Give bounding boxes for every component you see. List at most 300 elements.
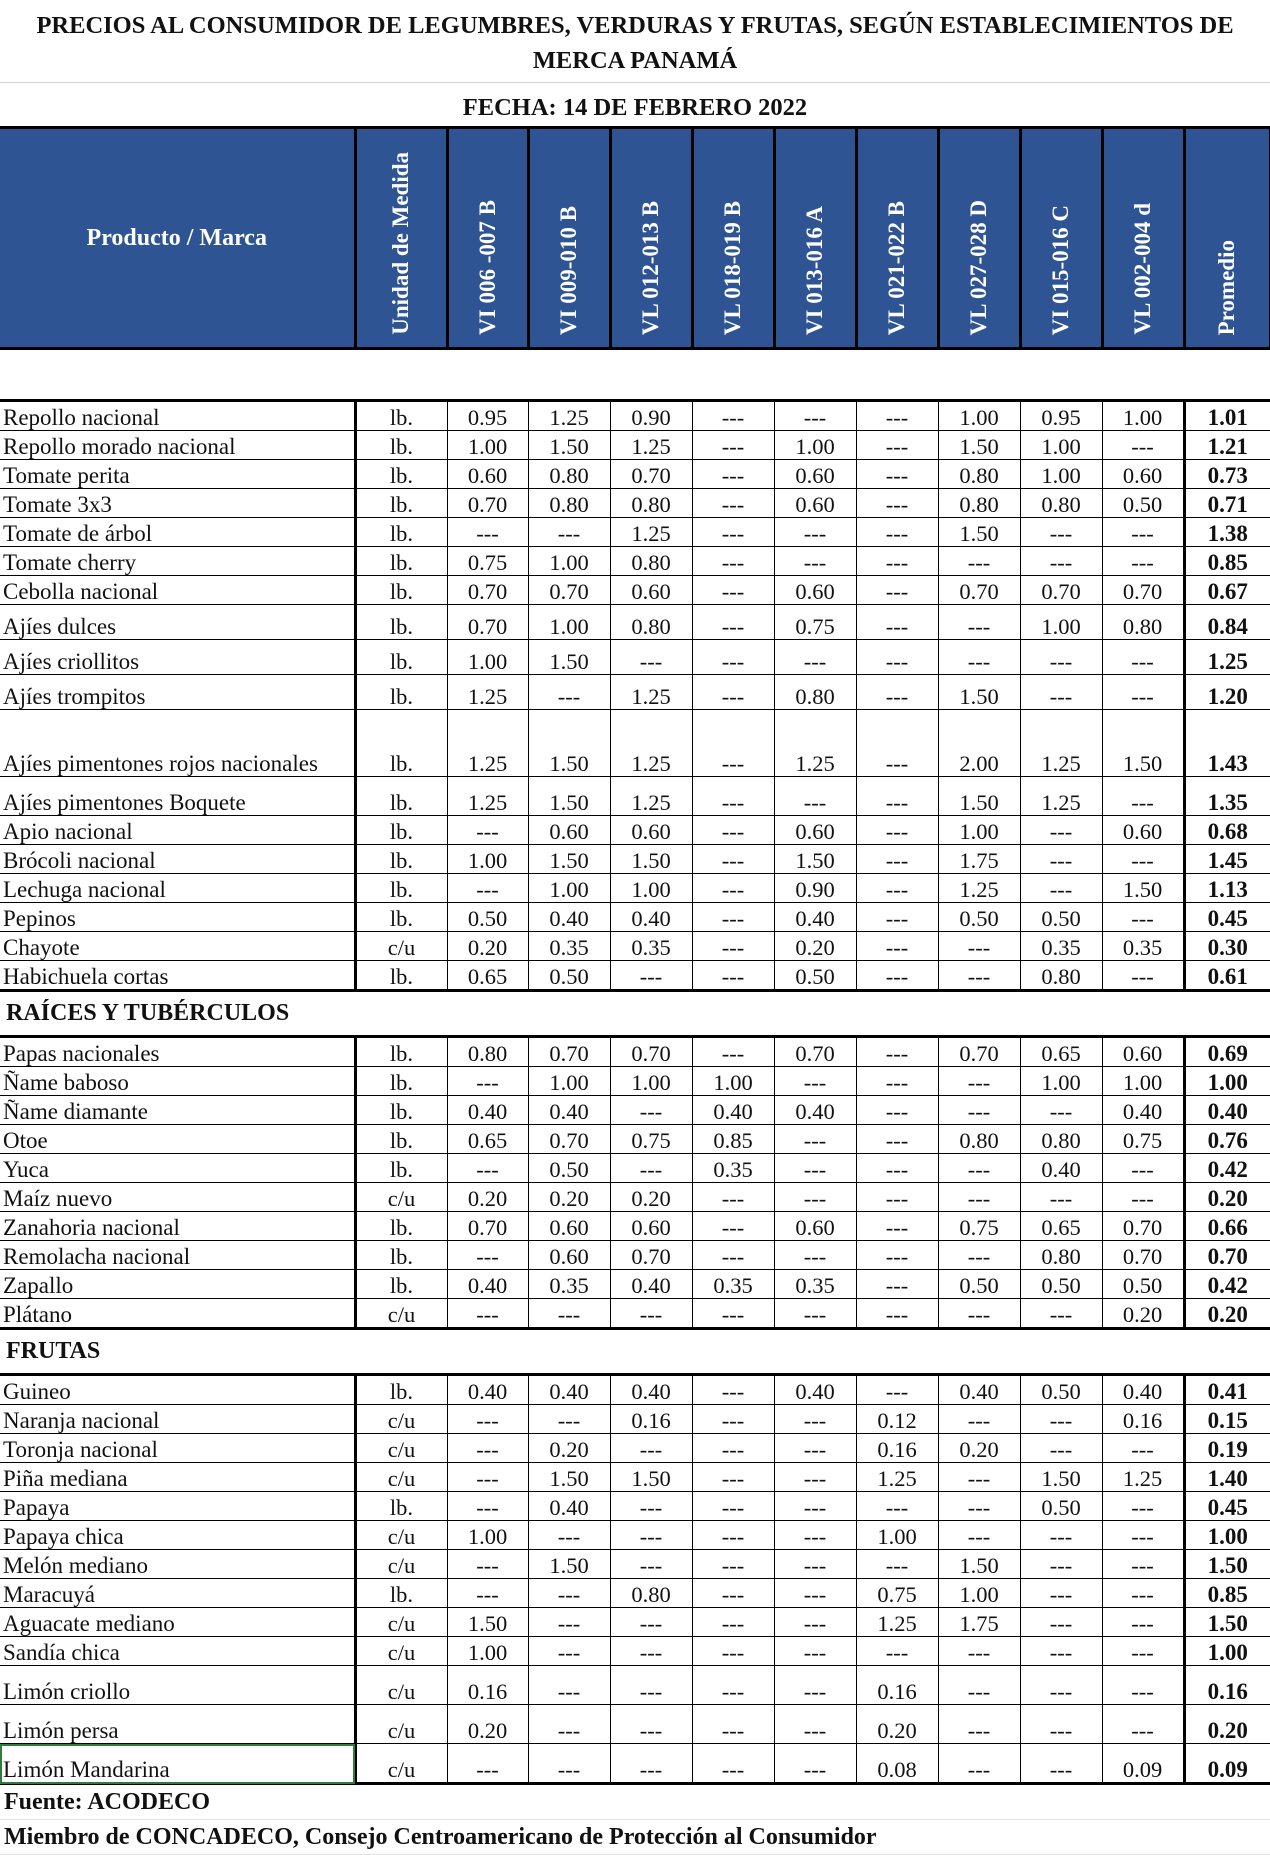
price-cell[interactable]: --- xyxy=(692,460,774,489)
average-cell[interactable]: 0.76 xyxy=(1184,1125,1270,1154)
price-cell[interactable]: --- xyxy=(692,874,774,903)
price-cell[interactable]: --- xyxy=(1102,903,1184,932)
unit-cell[interactable]: lb. xyxy=(355,640,447,675)
price-cell[interactable]: --- xyxy=(692,1666,774,1705)
price-cell[interactable]: 0.50 xyxy=(938,903,1020,932)
average-cell[interactable]: 0.20 xyxy=(1184,1299,1270,1329)
price-cell[interactable]: 0.70 xyxy=(938,576,1020,605)
price-cell[interactable]: --- xyxy=(856,777,938,816)
price-cell[interactable]: --- xyxy=(938,605,1020,640)
average-cell[interactable]: 0.19 xyxy=(1184,1434,1270,1463)
price-cell[interactable]: 1.25 xyxy=(856,1463,938,1492)
average-cell[interactable]: 1.20 xyxy=(1184,675,1270,710)
unit-cell[interactable]: lb. xyxy=(355,1154,447,1183)
price-cell[interactable]: 0.35 xyxy=(774,1270,856,1299)
price-cell[interactable]: --- xyxy=(1102,640,1184,675)
unit-cell[interactable]: lb. xyxy=(355,460,447,489)
product-name-cell[interactable]: Tomate de árbol xyxy=(0,518,355,547)
price-cell[interactable]: --- xyxy=(1102,1705,1184,1744)
average-cell[interactable]: 0.84 xyxy=(1184,605,1270,640)
price-cell[interactable]: --- xyxy=(692,518,774,547)
unit-cell[interactable]: lb. xyxy=(355,777,447,816)
price-cell[interactable]: --- xyxy=(692,816,774,845)
price-cell[interactable]: 1.00 xyxy=(447,431,528,460)
unit-cell[interactable]: lb. xyxy=(355,1212,447,1241)
price-cell[interactable]: 0.40 xyxy=(774,1375,856,1405)
average-cell[interactable]: 0.45 xyxy=(1184,903,1270,932)
price-cell[interactable]: 0.70 xyxy=(1102,1212,1184,1241)
price-cell[interactable]: --- xyxy=(1102,547,1184,576)
price-cell[interactable]: --- xyxy=(1102,845,1184,874)
price-cell[interactable]: 0.80 xyxy=(938,1125,1020,1154)
price-cell[interactable]: --- xyxy=(938,1666,1020,1705)
price-cell[interactable]: --- xyxy=(610,1608,692,1637)
price-cell[interactable]: 0.90 xyxy=(774,874,856,903)
price-cell[interactable]: --- xyxy=(1020,1299,1102,1329)
average-cell[interactable]: 0.61 xyxy=(1184,961,1270,991)
price-cell[interactable]: 0.80 xyxy=(610,1579,692,1608)
price-cell[interactable]: --- xyxy=(1102,1492,1184,1521)
unit-cell[interactable]: lb. xyxy=(355,431,447,460)
unit-cell[interactable]: lb. xyxy=(355,518,447,547)
price-cell[interactable]: --- xyxy=(856,1096,938,1125)
price-cell[interactable]: 0.08 xyxy=(856,1744,938,1784)
price-cell[interactable]: --- xyxy=(447,1405,528,1434)
price-cell[interactable]: --- xyxy=(856,547,938,576)
price-cell[interactable]: 1.25 xyxy=(774,710,856,777)
price-cell[interactable]: --- xyxy=(938,1405,1020,1434)
price-cell[interactable]: --- xyxy=(856,605,938,640)
price-cell[interactable]: --- xyxy=(528,1637,610,1666)
price-cell[interactable]: --- xyxy=(528,1405,610,1434)
price-cell[interactable]: 0.80 xyxy=(610,547,692,576)
average-cell[interactable]: 1.50 xyxy=(1184,1608,1270,1637)
price-cell[interactable]: --- xyxy=(1020,874,1102,903)
price-cell[interactable]: --- xyxy=(1020,1405,1102,1434)
price-cell[interactable]: --- xyxy=(938,1705,1020,1744)
price-cell[interactable]: 0.40 xyxy=(1020,1154,1102,1183)
price-cell[interactable]: 0.40 xyxy=(610,1270,692,1299)
price-cell[interactable]: 1.50 xyxy=(1020,1463,1102,1492)
price-cell[interactable]: --- xyxy=(856,1037,938,1067)
price-cell[interactable]: 1.75 xyxy=(938,845,1020,874)
product-name-cell[interactable]: Plátano xyxy=(0,1299,355,1329)
price-cell[interactable]: 0.50 xyxy=(1020,1492,1102,1521)
unit-cell[interactable]: c/u xyxy=(355,1637,447,1666)
price-cell[interactable]: --- xyxy=(610,1744,692,1784)
price-cell[interactable]: --- xyxy=(1020,1744,1102,1784)
price-cell[interactable]: 0.60 xyxy=(1102,1037,1184,1067)
average-cell[interactable]: 1.21 xyxy=(1184,431,1270,460)
unit-cell[interactable]: lb. xyxy=(355,1492,447,1521)
price-cell[interactable]: 0.75 xyxy=(938,1212,1020,1241)
price-cell[interactable]: --- xyxy=(774,777,856,816)
unit-cell[interactable]: c/u xyxy=(355,932,447,961)
unit-cell[interactable]: c/u xyxy=(355,1463,447,1492)
price-cell[interactable]: --- xyxy=(610,1550,692,1579)
price-cell[interactable]: 0.70 xyxy=(528,1125,610,1154)
average-cell[interactable]: 1.00 xyxy=(1184,1067,1270,1096)
price-cell[interactable]: 1.50 xyxy=(528,431,610,460)
price-cell[interactable]: --- xyxy=(938,1492,1020,1521)
price-cell[interactable]: 2.00 xyxy=(938,710,1020,777)
price-cell[interactable]: --- xyxy=(528,518,610,547)
price-cell[interactable]: 0.20 xyxy=(528,1434,610,1463)
average-cell[interactable]: 0.69 xyxy=(1184,1037,1270,1067)
price-cell[interactable]: 0.40 xyxy=(1102,1375,1184,1405)
price-cell[interactable]: --- xyxy=(774,640,856,675)
unit-cell[interactable]: lb. xyxy=(355,576,447,605)
unit-cell[interactable]: lb. xyxy=(355,710,447,777)
price-cell[interactable]: --- xyxy=(774,1744,856,1784)
price-cell[interactable]: 1.50 xyxy=(1102,710,1184,777)
price-cell[interactable]: --- xyxy=(692,401,774,431)
average-cell[interactable]: 1.13 xyxy=(1184,874,1270,903)
price-cell[interactable]: --- xyxy=(938,1241,1020,1270)
price-cell[interactable]: 1.00 xyxy=(1102,401,1184,431)
price-cell[interactable]: 0.40 xyxy=(447,1096,528,1125)
price-cell[interactable]: --- xyxy=(447,1550,528,1579)
price-cell[interactable]: 1.25 xyxy=(1020,710,1102,777)
price-cell[interactable]: 1.25 xyxy=(938,874,1020,903)
average-cell[interactable]: 1.45 xyxy=(1184,845,1270,874)
average-cell[interactable]: 1.50 xyxy=(1184,1550,1270,1579)
average-cell[interactable]: 1.35 xyxy=(1184,777,1270,816)
price-cell[interactable]: 0.80 xyxy=(938,460,1020,489)
price-cell[interactable]: --- xyxy=(692,431,774,460)
average-cell[interactable]: 0.41 xyxy=(1184,1375,1270,1405)
average-cell[interactable]: 0.20 xyxy=(1184,1705,1270,1744)
unit-cell[interactable]: lb. xyxy=(355,1096,447,1125)
price-cell[interactable]: 0.50 xyxy=(1102,1270,1184,1299)
price-cell[interactable]: --- xyxy=(1102,518,1184,547)
price-cell[interactable]: 0.70 xyxy=(447,576,528,605)
price-cell[interactable]: --- xyxy=(856,1375,938,1405)
price-cell[interactable]: 1.50 xyxy=(938,518,1020,547)
price-cell[interactable]: 0.20 xyxy=(447,1705,528,1744)
price-cell[interactable]: 1.25 xyxy=(447,710,528,777)
price-cell[interactable]: 0.60 xyxy=(774,576,856,605)
price-cell[interactable]: --- xyxy=(1020,547,1102,576)
price-cell[interactable]: --- xyxy=(692,1550,774,1579)
price-cell[interactable]: 0.50 xyxy=(938,1270,1020,1299)
average-cell[interactable]: 0.30 xyxy=(1184,932,1270,961)
price-cell[interactable]: 1.50 xyxy=(938,431,1020,460)
price-cell[interactable]: 0.40 xyxy=(610,903,692,932)
price-cell[interactable]: --- xyxy=(692,903,774,932)
price-cell[interactable]: --- xyxy=(692,1375,774,1405)
product-name-cell[interactable]: Limón persa xyxy=(0,1705,355,1744)
price-cell[interactable]: --- xyxy=(774,1579,856,1608)
price-cell[interactable]: --- xyxy=(856,816,938,845)
price-cell[interactable]: 0.40 xyxy=(528,1492,610,1521)
price-cell[interactable]: 0.90 xyxy=(610,401,692,431)
price-cell[interactable]: --- xyxy=(692,547,774,576)
price-cell[interactable]: 0.50 xyxy=(1020,903,1102,932)
price-cell[interactable]: 0.70 xyxy=(528,1037,610,1067)
price-cell[interactable]: 0.75 xyxy=(856,1579,938,1608)
price-cell[interactable]: 1.00 xyxy=(1020,460,1102,489)
price-cell[interactable]: 0.12 xyxy=(856,1405,938,1434)
price-cell[interactable]: --- xyxy=(856,576,938,605)
price-cell[interactable]: --- xyxy=(938,547,1020,576)
price-cell[interactable]: --- xyxy=(938,1521,1020,1550)
product-name-cell[interactable]: Sandía chica xyxy=(0,1637,355,1666)
price-cell[interactable]: --- xyxy=(774,1434,856,1463)
price-cell[interactable]: 1.25 xyxy=(610,710,692,777)
price-cell[interactable]: --- xyxy=(610,1666,692,1705)
price-cell[interactable]: 1.25 xyxy=(447,675,528,710)
price-cell[interactable]: 1.00 xyxy=(1020,1067,1102,1096)
price-cell[interactable]: 0.40 xyxy=(528,1096,610,1125)
price-cell[interactable]: --- xyxy=(692,1434,774,1463)
price-cell[interactable]: --- xyxy=(692,961,774,991)
price-cell[interactable]: 0.50 xyxy=(774,961,856,991)
price-cell[interactable]: 0.50 xyxy=(1020,1270,1102,1299)
price-cell[interactable]: --- xyxy=(610,1299,692,1329)
price-cell[interactable]: 1.00 xyxy=(447,1637,528,1666)
price-cell[interactable]: --- xyxy=(447,1744,528,1784)
price-cell[interactable]: --- xyxy=(856,460,938,489)
price-cell[interactable]: --- xyxy=(692,1492,774,1521)
price-cell[interactable]: --- xyxy=(856,1212,938,1241)
price-cell[interactable]: --- xyxy=(692,1212,774,1241)
price-cell[interactable]: 0.20 xyxy=(610,1183,692,1212)
price-cell[interactable]: 1.50 xyxy=(938,1550,1020,1579)
average-cell[interactable]: 0.20 xyxy=(1184,1183,1270,1212)
unit-cell[interactable]: lb. xyxy=(355,1579,447,1608)
price-cell[interactable]: 0.70 xyxy=(1102,576,1184,605)
price-cell[interactable]: 0.50 xyxy=(528,961,610,991)
average-cell[interactable]: 0.42 xyxy=(1184,1270,1270,1299)
price-cell[interactable]: --- xyxy=(856,903,938,932)
price-cell[interactable]: --- xyxy=(528,1666,610,1705)
unit-cell[interactable]: lb. xyxy=(355,845,447,874)
price-cell[interactable]: --- xyxy=(856,1154,938,1183)
price-cell[interactable]: 0.70 xyxy=(610,1037,692,1067)
price-cell[interactable]: --- xyxy=(528,1608,610,1637)
price-cell[interactable]: 0.80 xyxy=(1020,1125,1102,1154)
price-cell[interactable]: 0.40 xyxy=(938,1375,1020,1405)
price-cell[interactable]: 0.80 xyxy=(1020,961,1102,991)
average-cell[interactable]: 0.66 xyxy=(1184,1212,1270,1241)
price-cell[interactable]: --- xyxy=(938,1154,1020,1183)
product-name-cell[interactable]: Papas nacionales xyxy=(0,1037,355,1067)
product-name-cell[interactable]: Tomate cherry xyxy=(0,547,355,576)
price-cell[interactable]: --- xyxy=(774,1608,856,1637)
price-cell[interactable]: 0.60 xyxy=(774,1212,856,1241)
price-cell[interactable]: --- xyxy=(1020,675,1102,710)
average-cell[interactable]: 1.25 xyxy=(1184,640,1270,675)
price-cell[interactable]: 1.50 xyxy=(528,640,610,675)
price-cell[interactable]: --- xyxy=(447,874,528,903)
price-cell[interactable]: --- xyxy=(1102,431,1184,460)
price-cell[interactable]: 0.60 xyxy=(610,816,692,845)
price-cell[interactable]: 0.20 xyxy=(447,1183,528,1212)
price-cell[interactable]: --- xyxy=(610,961,692,991)
product-name-cell[interactable]: Melón mediano xyxy=(0,1550,355,1579)
price-cell[interactable]: 0.60 xyxy=(528,1241,610,1270)
price-cell[interactable]: --- xyxy=(610,1096,692,1125)
price-cell[interactable]: 0.50 xyxy=(1020,1375,1102,1405)
price-cell[interactable]: --- xyxy=(447,1299,528,1329)
price-cell[interactable]: --- xyxy=(692,932,774,961)
price-cell[interactable]: 1.25 xyxy=(610,518,692,547)
product-name-cell[interactable]: Lechuga nacional xyxy=(0,874,355,903)
price-cell[interactable]: --- xyxy=(692,675,774,710)
product-name-cell[interactable]: Ajíes pimentones rojos nacionales xyxy=(0,710,355,777)
price-cell[interactable]: --- xyxy=(447,816,528,845)
price-cell[interactable]: 1.25 xyxy=(1020,777,1102,816)
price-cell[interactable]: 1.00 xyxy=(528,874,610,903)
price-cell[interactable]: --- xyxy=(692,1405,774,1434)
price-cell[interactable]: --- xyxy=(774,1299,856,1329)
unit-cell[interactable]: c/u xyxy=(355,1666,447,1705)
price-cell[interactable]: --- xyxy=(774,1067,856,1096)
price-cell[interactable]: 1.50 xyxy=(528,1550,610,1579)
price-cell[interactable]: --- xyxy=(447,1492,528,1521)
price-cell[interactable]: 1.00 xyxy=(610,1067,692,1096)
unit-cell[interactable]: c/u xyxy=(355,1405,447,1434)
average-cell[interactable]: 1.40 xyxy=(1184,1463,1270,1492)
price-cell[interactable]: 0.75 xyxy=(774,605,856,640)
price-cell[interactable]: 0.16 xyxy=(447,1666,528,1705)
price-cell[interactable]: 0.16 xyxy=(1102,1405,1184,1434)
unit-cell[interactable]: lb. xyxy=(355,1037,447,1067)
price-cell[interactable]: 1.00 xyxy=(1020,605,1102,640)
price-cell[interactable]: --- xyxy=(692,1521,774,1550)
price-cell[interactable]: --- xyxy=(692,605,774,640)
price-cell[interactable]: --- xyxy=(1020,1521,1102,1550)
product-name-cell[interactable]: Ajíes dulces xyxy=(0,605,355,640)
price-cell[interactable]: 0.65 xyxy=(1020,1212,1102,1241)
price-cell[interactable]: 0.09 xyxy=(1102,1744,1184,1784)
price-cell[interactable]: 1.00 xyxy=(938,1579,1020,1608)
unit-cell[interactable]: lb. xyxy=(355,903,447,932)
price-cell[interactable]: 0.60 xyxy=(610,576,692,605)
price-cell[interactable]: 1.50 xyxy=(774,845,856,874)
price-cell[interactable]: --- xyxy=(856,1067,938,1096)
price-cell[interactable]: --- xyxy=(774,401,856,431)
price-cell[interactable]: 0.60 xyxy=(774,489,856,518)
average-cell[interactable]: 0.15 xyxy=(1184,1405,1270,1434)
price-cell[interactable]: --- xyxy=(856,640,938,675)
price-cell[interactable]: --- xyxy=(938,1637,1020,1666)
price-cell[interactable]: --- xyxy=(1102,1666,1184,1705)
product-name-cell[interactable]: Ajíes pimentones Boquete xyxy=(0,777,355,816)
price-cell[interactable]: 0.40 xyxy=(528,903,610,932)
price-cell[interactable]: 1.00 xyxy=(774,431,856,460)
price-cell[interactable]: --- xyxy=(774,1154,856,1183)
product-name-cell[interactable]: Maíz nuevo xyxy=(0,1183,355,1212)
price-cell[interactable]: 0.35 xyxy=(692,1270,774,1299)
price-cell[interactable]: --- xyxy=(692,710,774,777)
price-cell[interactable]: 1.25 xyxy=(610,675,692,710)
price-cell[interactable]: --- xyxy=(856,518,938,547)
price-cell[interactable]: --- xyxy=(856,1241,938,1270)
price-cell[interactable]: 0.60 xyxy=(528,1212,610,1241)
price-cell[interactable]: --- xyxy=(447,1463,528,1492)
price-cell[interactable]: 0.65 xyxy=(447,961,528,991)
price-cell[interactable]: 0.35 xyxy=(610,932,692,961)
price-cell[interactable]: 0.70 xyxy=(1020,576,1102,605)
price-cell[interactable]: --- xyxy=(1102,1183,1184,1212)
price-cell[interactable]: 1.00 xyxy=(528,605,610,640)
average-cell[interactable]: 0.16 xyxy=(1184,1666,1270,1705)
unit-cell[interactable]: c/u xyxy=(355,1299,447,1329)
price-cell[interactable]: 0.16 xyxy=(610,1405,692,1434)
price-cell[interactable]: 1.00 xyxy=(938,401,1020,431)
product-name-cell[interactable]: Limón criollo xyxy=(0,1666,355,1705)
price-cell[interactable]: 0.16 xyxy=(856,1434,938,1463)
price-cell[interactable]: 1.25 xyxy=(610,431,692,460)
unit-cell[interactable]: lb. xyxy=(355,874,447,903)
product-name-cell[interactable]: Repollo nacional xyxy=(0,401,355,431)
price-cell[interactable]: 0.75 xyxy=(447,547,528,576)
unit-cell[interactable]: lb. xyxy=(355,1125,447,1154)
price-cell[interactable]: 0.60 xyxy=(1102,460,1184,489)
price-cell[interactable]: --- xyxy=(856,401,938,431)
price-cell[interactable]: 0.40 xyxy=(774,1096,856,1125)
unit-cell[interactable]: c/u xyxy=(355,1521,447,1550)
price-cell[interactable]: 0.70 xyxy=(447,605,528,640)
price-cell[interactable]: 0.60 xyxy=(528,816,610,845)
price-cell[interactable]: 0.75 xyxy=(1102,1125,1184,1154)
product-name-cell[interactable]: Ajíes trompitos xyxy=(0,675,355,710)
price-cell[interactable]: 0.80 xyxy=(938,489,1020,518)
price-cell[interactable]: --- xyxy=(610,640,692,675)
price-cell[interactable]: 1.50 xyxy=(528,1463,610,1492)
price-cell[interactable]: --- xyxy=(1020,1096,1102,1125)
price-cell[interactable]: --- xyxy=(938,961,1020,991)
average-cell[interactable]: 0.45 xyxy=(1184,1492,1270,1521)
price-cell[interactable]: --- xyxy=(856,932,938,961)
price-cell[interactable]: --- xyxy=(938,932,1020,961)
price-cell[interactable]: 0.70 xyxy=(528,576,610,605)
price-cell[interactable]: 1.00 xyxy=(447,640,528,675)
price-cell[interactable]: --- xyxy=(692,576,774,605)
price-cell[interactable]: --- xyxy=(692,1299,774,1329)
price-cell[interactable]: --- xyxy=(610,1434,692,1463)
price-cell[interactable]: --- xyxy=(938,1744,1020,1784)
unit-cell[interactable]: lb. xyxy=(355,675,447,710)
price-cell[interactable]: 0.40 xyxy=(774,903,856,932)
price-cell[interactable]: --- xyxy=(1102,1550,1184,1579)
unit-cell[interactable]: lb. xyxy=(355,816,447,845)
price-cell[interactable]: --- xyxy=(774,1125,856,1154)
price-cell[interactable]: 1.00 xyxy=(856,1521,938,1550)
price-cell[interactable]: 0.80 xyxy=(1020,1241,1102,1270)
price-cell[interactable]: 0.40 xyxy=(528,1375,610,1405)
price-cell[interactable]: --- xyxy=(447,1579,528,1608)
unit-cell[interactable]: c/u xyxy=(355,1705,447,1744)
product-name-cell[interactable]: Remolacha nacional xyxy=(0,1241,355,1270)
price-cell[interactable]: --- xyxy=(774,1463,856,1492)
price-cell[interactable]: 0.20 xyxy=(1102,1299,1184,1329)
product-name-cell[interactable]: Toronja nacional xyxy=(0,1434,355,1463)
price-cell[interactable]: 0.35 xyxy=(1020,932,1102,961)
price-cell[interactable]: --- xyxy=(692,1637,774,1666)
price-cell[interactable]: --- xyxy=(1020,1608,1102,1637)
price-cell[interactable]: 0.70 xyxy=(774,1037,856,1067)
unit-cell[interactable]: lb. xyxy=(355,1241,447,1270)
price-cell[interactable]: --- xyxy=(774,1241,856,1270)
price-cell[interactable]: 0.20 xyxy=(528,1183,610,1212)
price-cell[interactable]: 1.50 xyxy=(528,777,610,816)
price-cell[interactable]: 0.50 xyxy=(447,903,528,932)
price-cell[interactable]: --- xyxy=(692,1037,774,1067)
price-cell[interactable]: 0.80 xyxy=(528,460,610,489)
